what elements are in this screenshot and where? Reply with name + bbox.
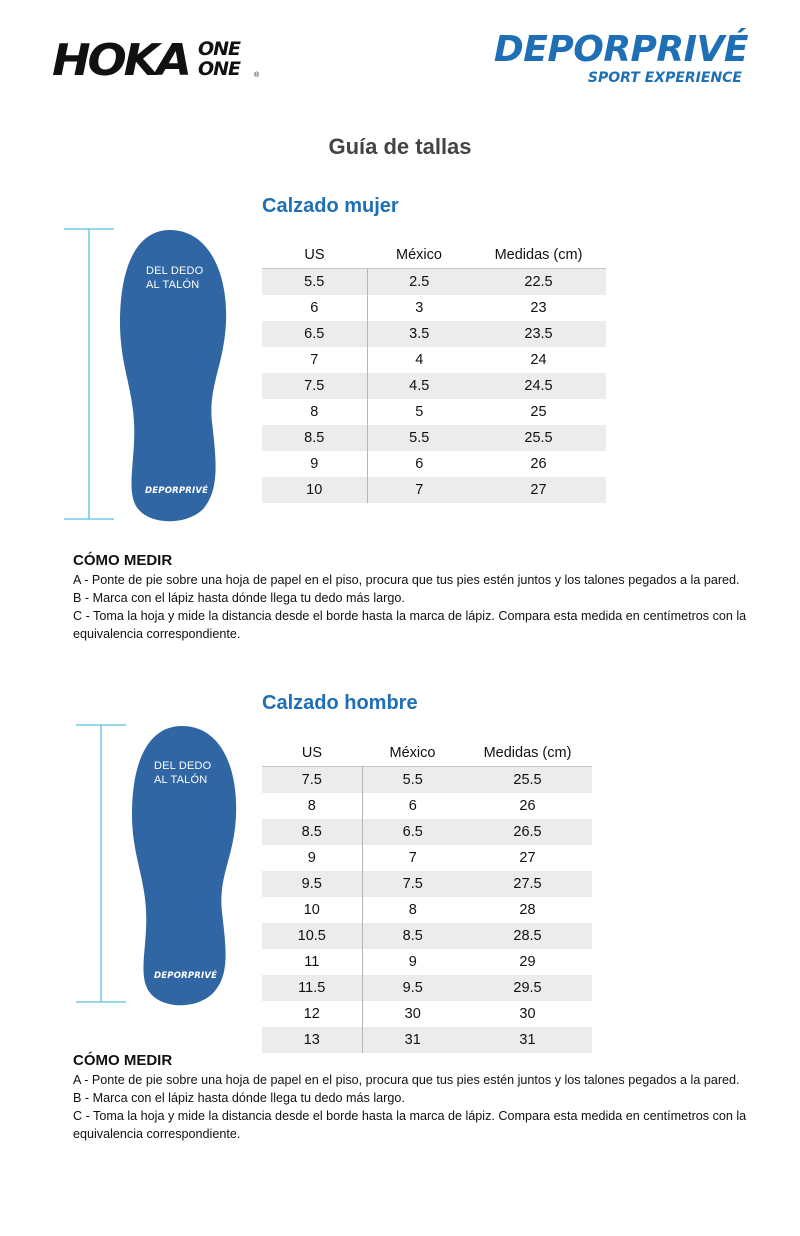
table-header-row: [262, 242, 606, 269]
step-b: B - Marca con el lápiz hasta dónde llega tu dedo más largo.: [73, 591, 405, 605]
us-size: 6: [262, 295, 367, 321]
men-size-table: [262, 740, 592, 1053]
us-size: 13: [262, 1027, 362, 1053]
table-row: [262, 845, 592, 871]
hoka-one-text: ONE: [198, 38, 241, 60]
hoka-one-one-logo: [52, 35, 262, 88]
cm-size: 29.5: [513, 980, 542, 996]
step-a: A - Ponte de pie sobre una hoja de papel en el piso, procura que tus pies estén juntos y los talones pegados a la pared.: [73, 1073, 740, 1087]
mexico-size: 31: [404, 1032, 421, 1048]
mexico-size: 3: [415, 300, 424, 316]
cm-size: 25: [530, 404, 547, 420]
cm-size: 28.5: [513, 928, 542, 944]
foot-label-line1: DEL DEDO: [154, 760, 212, 772]
women-size-table-wrapper: [262, 242, 606, 503]
women-how-to-measure: [73, 552, 773, 643]
step-b: B - Marca con el lápiz hasta dónde llega tu dedo más largo.: [73, 1091, 405, 1105]
cm-size: 27.5: [513, 876, 542, 892]
mexico-size: 4: [415, 352, 424, 368]
cm-size: 25.5: [524, 430, 553, 446]
column-header-us: US: [304, 247, 325, 263]
table-row: [262, 767, 592, 794]
mexico-size: 7: [408, 850, 417, 866]
how-to-measure-title: CÓMO MEDIR: [73, 1052, 173, 1069]
us-size: 11: [262, 949, 362, 975]
us-size: 11.5: [262, 975, 362, 1001]
us-size: 10: [262, 477, 367, 503]
cm-size: 30: [519, 1006, 536, 1022]
table-row: [262, 399, 606, 425]
foot-label-line2: AL TALÓN: [154, 774, 208, 786]
us-size: 8: [262, 793, 362, 819]
us-size: 9: [262, 845, 362, 871]
us-size: 9.5: [262, 871, 362, 897]
brand-name: DEPORPRIVÉ: [493, 29, 748, 70]
table-header-row: [262, 740, 592, 767]
table-row: [262, 295, 606, 321]
mexico-size: 8.5: [402, 928, 423, 944]
cm-size: 28: [519, 902, 536, 918]
us-size: 7.5: [262, 373, 367, 399]
table-row: [262, 975, 592, 1001]
table-row: [262, 425, 606, 451]
table-row: [262, 897, 592, 923]
us-size: 7.5: [262, 767, 362, 794]
column-header-cm: Medidas (cm): [494, 247, 583, 263]
registered-mark: ®: [254, 72, 260, 79]
cm-size: 23: [530, 300, 547, 316]
us-size: 6.5: [262, 321, 367, 347]
mexico-size: 9: [408, 954, 417, 970]
column-header-mexico: México: [396, 247, 442, 263]
mexico-size: 3.5: [409, 326, 430, 342]
mexico-size: 5.5: [402, 772, 423, 788]
table-row: [262, 269, 606, 296]
mexico-size: 9.5: [402, 980, 423, 996]
us-size: 12: [262, 1001, 362, 1027]
women-section-title: Calzado mujer: [262, 195, 399, 217]
cm-size: 24: [530, 352, 547, 368]
foot-label-line2: AL TALÓN: [146, 279, 200, 291]
cm-size: 25.5: [513, 772, 542, 788]
cm-size: 22.5: [524, 274, 553, 290]
mexico-size: 6: [415, 456, 424, 472]
cm-size: 31: [519, 1032, 536, 1048]
us-size: 8.5: [262, 425, 367, 451]
hoka-one-text-2: ONE: [198, 58, 241, 80]
mexico-size: 4.5: [409, 378, 430, 394]
foot-brand: DEPORPRIVÉ: [145, 486, 209, 496]
foot-brand: DEPORPRIVÉ: [154, 971, 218, 981]
table-row: [262, 373, 606, 399]
women-size-table: [262, 242, 606, 503]
table-row: [262, 871, 592, 897]
table-row: [262, 1027, 592, 1053]
cm-size: 23.5: [524, 326, 553, 342]
step-a: A - Ponte de pie sobre una hoja de papel en el piso, procura que tus pies estén juntos y los talones pegados a la pared.: [73, 573, 740, 587]
column-header-us: US: [301, 745, 323, 761]
men-size-table-wrapper: [262, 740, 592, 1053]
table-row: [262, 1001, 592, 1027]
us-size: 8: [262, 399, 367, 425]
column-header-mexico: México: [389, 745, 436, 761]
us-size: 5.5: [262, 269, 367, 296]
deporprive-logo: [458, 30, 748, 90]
us-size: 10.5: [262, 923, 362, 949]
mexico-size: 7: [415, 482, 424, 498]
mexico-size: 5.5: [409, 430, 430, 446]
women-foot-figure: [62, 226, 242, 524]
cm-size: 26.5: [513, 824, 542, 840]
table-row: [262, 451, 606, 477]
men-section-title: Calzado hombre: [262, 692, 418, 714]
table-row: [262, 477, 606, 503]
table-row: [262, 923, 592, 949]
men-foot-figure: [74, 722, 254, 1008]
us-size: 8.5: [262, 819, 362, 845]
mexico-size: 2.5: [409, 274, 430, 290]
foot-label-line1: DEL DEDO: [146, 265, 204, 277]
table-row: [262, 819, 592, 845]
hoka-logo-text: HOKA: [52, 35, 189, 86]
cm-size: 27: [519, 850, 536, 866]
mexico-size: 7.5: [402, 876, 423, 892]
table-row: [262, 949, 592, 975]
us-size: 9: [262, 451, 367, 477]
cm-size: 29: [519, 954, 536, 970]
how-to-measure-title: CÓMO MEDIR: [73, 552, 173, 569]
step-c: C - Toma la hoja y mide la distancia desde el borde hasta la marca de lápiz. Compara esta medida en centímetros con la equivalencia correspondiente.: [73, 609, 747, 641]
us-size: 10: [262, 897, 362, 923]
table-row: [262, 347, 606, 373]
cm-size: 26: [530, 456, 547, 472]
cm-size: 24.5: [524, 378, 553, 394]
table-row: [262, 793, 592, 819]
step-c: C - Toma la hoja y mide la distancia desde el borde hasta la marca de lápiz. Compara esta medida en centímetros con la equivalencia correspondiente.: [73, 1109, 747, 1141]
mexico-size: 6.5: [402, 824, 423, 840]
mexico-size: 8: [408, 902, 417, 918]
men-how-to-measure: [73, 1052, 773, 1143]
mexico-size: 30: [404, 1006, 421, 1022]
cm-size: 27: [530, 482, 547, 498]
column-header-cm: Medidas (cm): [483, 745, 572, 761]
us-size: 7: [262, 347, 367, 373]
mexico-size: 6: [408, 798, 417, 814]
mexico-size: 5: [415, 404, 424, 420]
page-title: Guía de tallas: [328, 134, 472, 159]
cm-size: 26: [519, 798, 536, 814]
brand-tagline: SPORT EXPERIENCE: [587, 70, 742, 86]
table-row: [262, 321, 606, 347]
